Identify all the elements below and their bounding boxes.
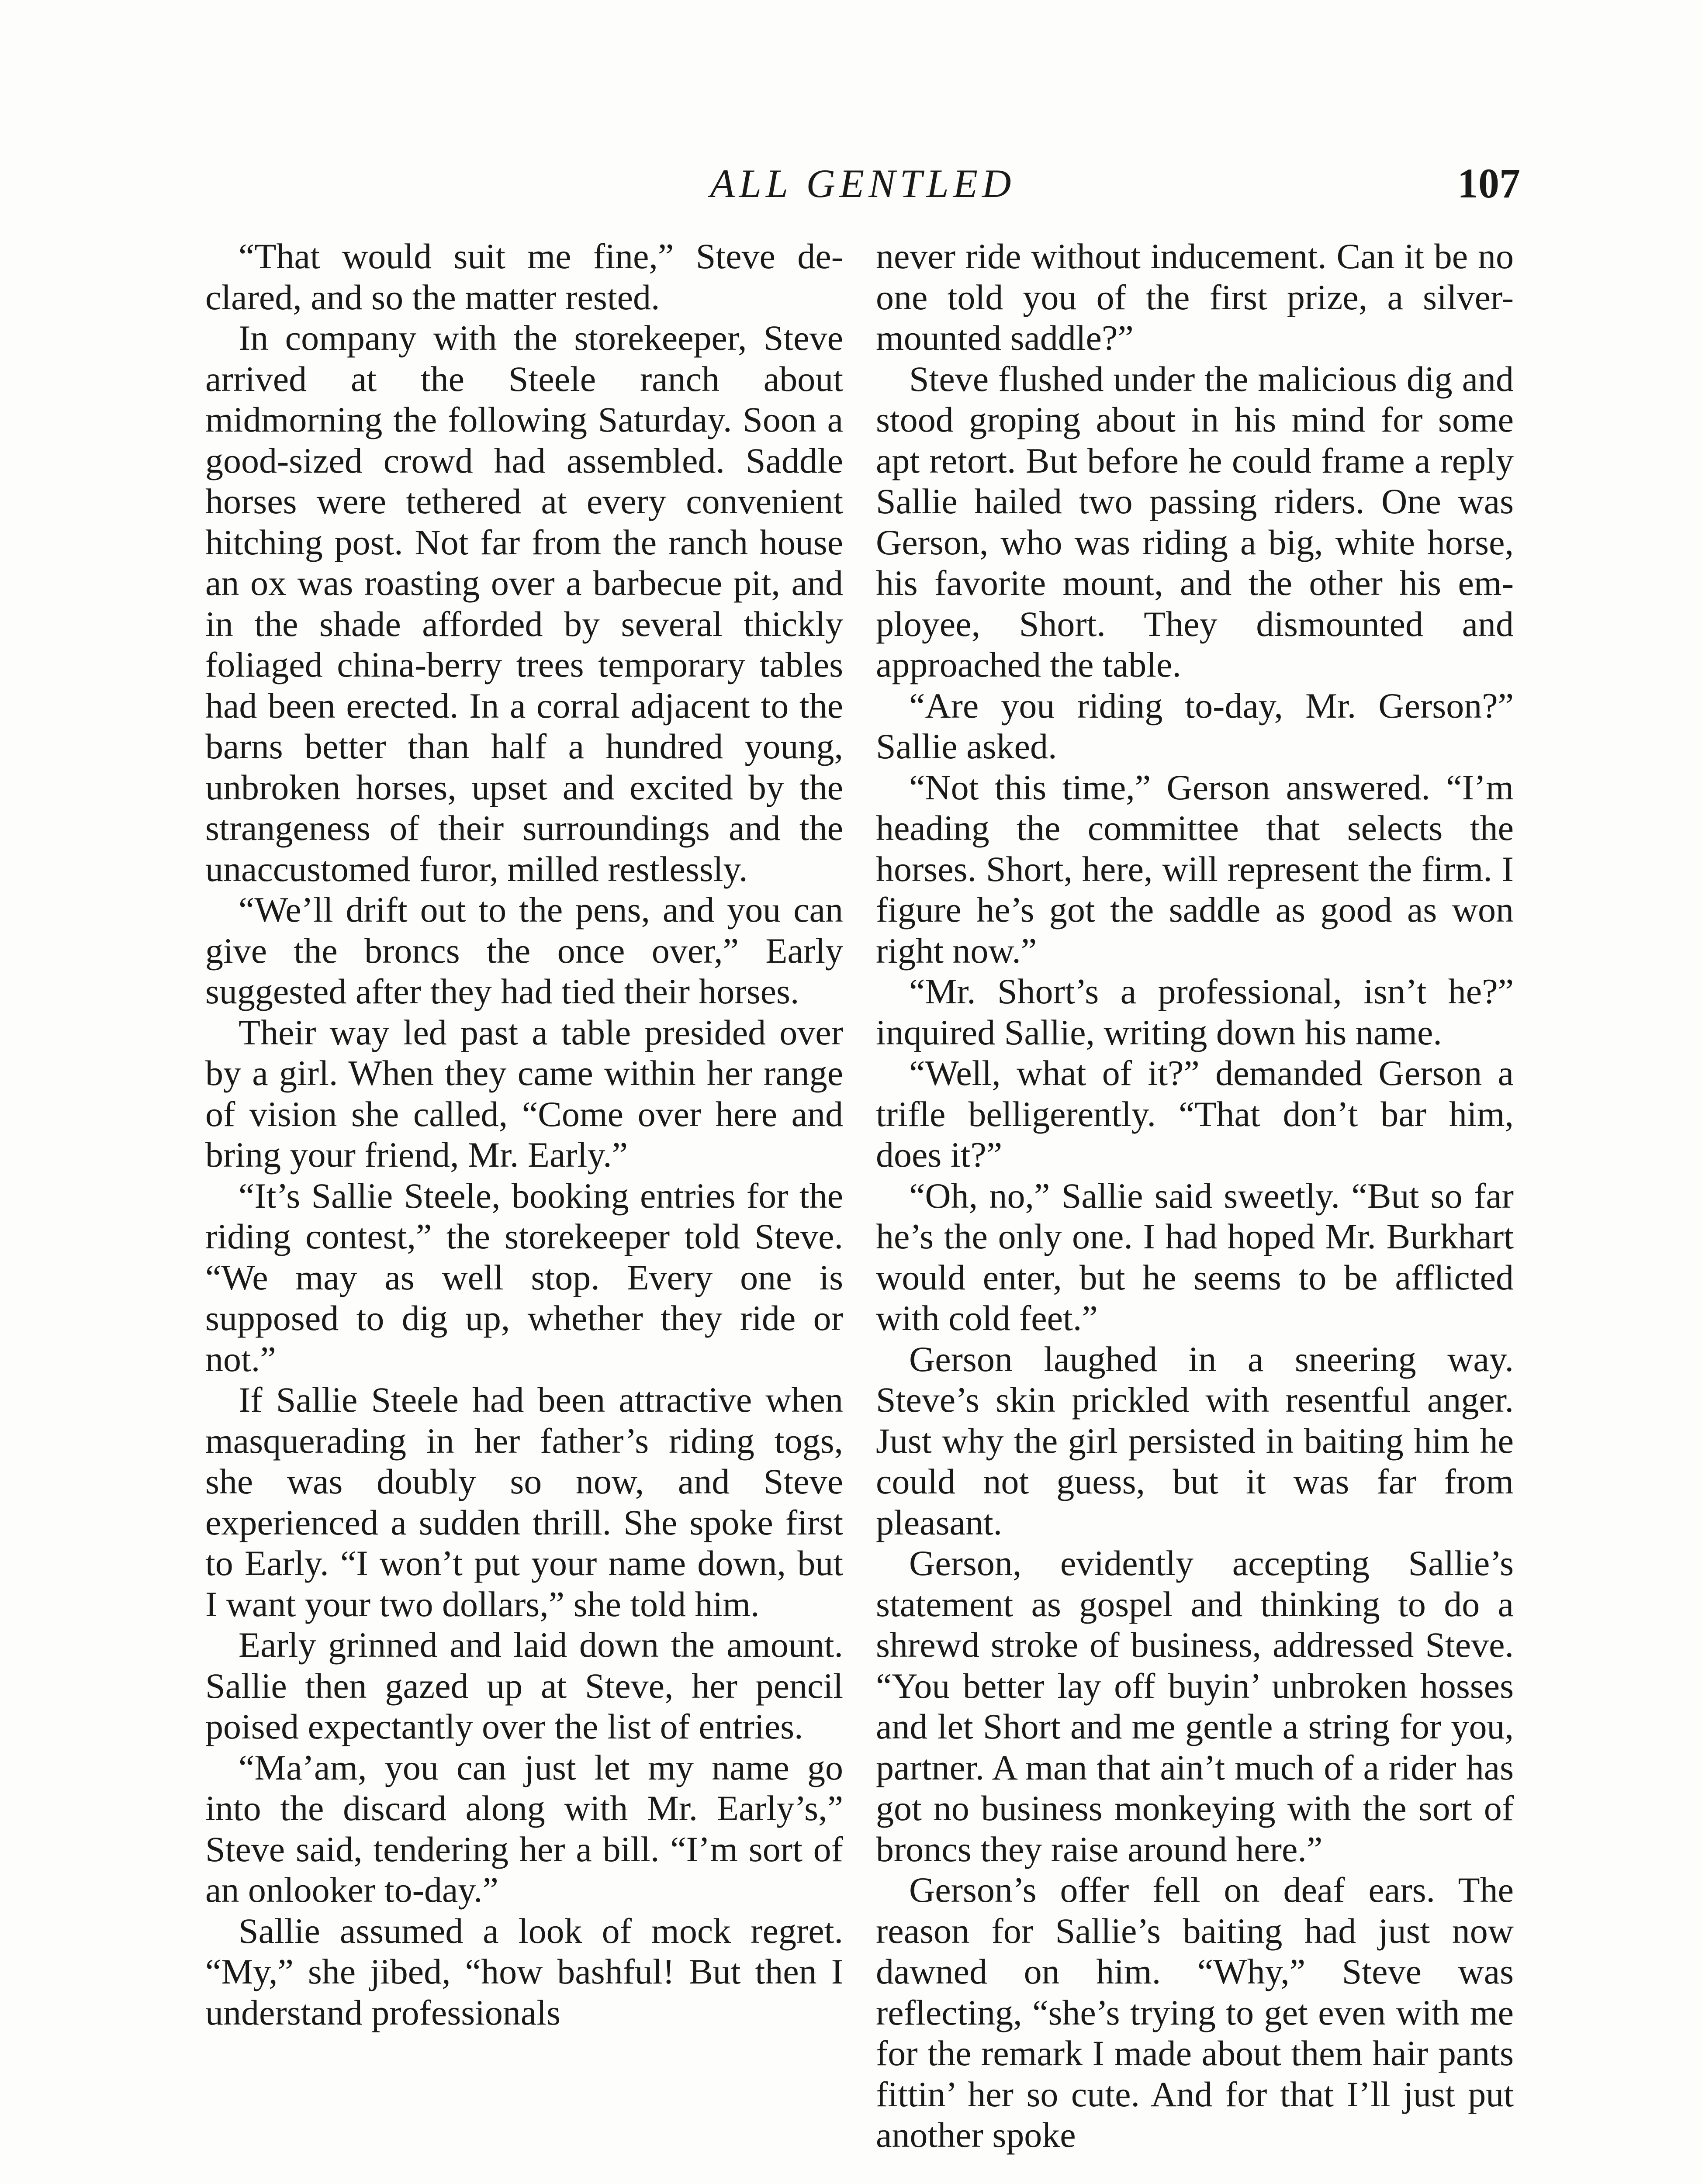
running-title: ALL GENTLED [710,161,1016,206]
paragraph: Sallie assumed a look of mock regret. “My,” she jibed, “how bashful! But then I understand professionals [205,1911,843,2032]
continued-paragraph: never ride without inducement. Can it be no one told you of the first prize, a silver-mounted saddle?” [876,236,1514,358]
paragraph: Gerson, evidently accepting Sallie’s statement as gospel and thinking to do a shrewd stroke of business, addressed Steve. “You better lay off buyin’ unbroken hosses and let Short and me gentle a string for you, partner. A man that ain’t much of a rider has got no business monkeying with the sort of broncs they raise around here.” [876,1543,1514,1869]
paragraph: “We’ll drift out to the pens, and you can give the broncs the once over,” Early suggested after they had tied their horses. [205,890,843,1011]
paragraph: “Oh, no,” Sallie said sweetly. “But so far he’s the only one. I had hoped Mr. Burkhart would enter, but he seems to be afflicted with cold feet.” [876,1175,1514,1338]
right-column [876,236,1514,2156]
paragraph: Their way led past a table presided over by a girl. When they came within her range of vision she called, “Come over here and bring your friend, Mr. Early.” [205,1012,843,1175]
paragraph: Steve flushed under the malicious dig and stood groping about in his mind for some apt retort. But before he could frame a reply Sallie hailed two passing riders. One was Gerson, who was riding a big, white horse, his favorite mount, and the other his employee, Short. They dismounted and approached the table. [876,359,1514,684]
running-head [205,157,1520,210]
left-column [205,236,843,2033]
paragraph: Gerson’s offer fell on deaf ears. The reason for Sallie’s baiting had just now dawned on him. “Why,” Steve was reflecting, “she’s trying to get even with me for the remark I made about them hair pants fittin’ her so cute. And for that I’ll just put another spoke [876,1870,1514,2155]
paragraph: “That would suit me fine,” Steve declared, and so the matter rested. [205,236,843,317]
paragraph: “Mr. Short’s a professional, isn’t he?” inquired Sallie, writing down his name. [876,971,1514,1052]
paragraph: “Are you riding to-day, Mr. Gerson?” Sallie asked. [876,685,1514,766]
paragraph: In company with the storekeeper, Steve arrived at the Steele ranch about midmorning the following Saturday. Soon a good-sized crowd had assembled. Saddle horses were tethered at every convenient hitching post. Not far from the ranch house an ox was roasting over a barbecue pit, and in the shade afforded by several thickly foliaged china-berry trees temporary tables had been erected. In a corral adjacent to the barns better than half a hundred young, unbroken horses, upset and excited by the strangeness of their surroundings and the unaccustomed furor, milled restlessly. [205,318,843,889]
paragraph: Gerson laughed in a sneering way. Steve’s skin prickled with resentful anger. Just why the girl persisted in baiting him he could not guess, but it was far from pleasant. [876,1339,1514,1542]
paragraph: “Not this time,” Gerson answered. “I’m heading the committee that selects the horses. Short, here, will represent the firm. I figure he’s got the saddle as good as won right now.” [876,767,1514,971]
page-number: 107 [1457,160,1520,207]
paragraph: “Well, what of it?” demanded Gerson a trifle belligerently. “That don’t bar him, does it?” [876,1053,1514,1175]
paragraph: If Sallie Steele had been attractive when masquerading in her father’s riding togs, she was doubly so now, and Steve experienced a sudden thrill. She spoke first to Early. “I won’t put your name down, but I want your two dollars,” she told him. [205,1380,843,1624]
paragraph: “It’s Sallie Steele, booking entries for the riding contest,” the storekeeper told Steve. “We may as well stop. Every one is supposed to dig up, whether they ride or not.” [205,1175,843,1379]
paragraph: “Ma’am, you can just let my name go into the discard along with Mr. Early’s,” Steve said, tendering her a bill. “I’m sort of an onlooker to-day.” [205,1747,843,1910]
paragraph: Early grinned and laid down the amount. Sallie then gazed up at Steve, her pencil poised expectantly over the list of entries. [205,1625,843,1746]
